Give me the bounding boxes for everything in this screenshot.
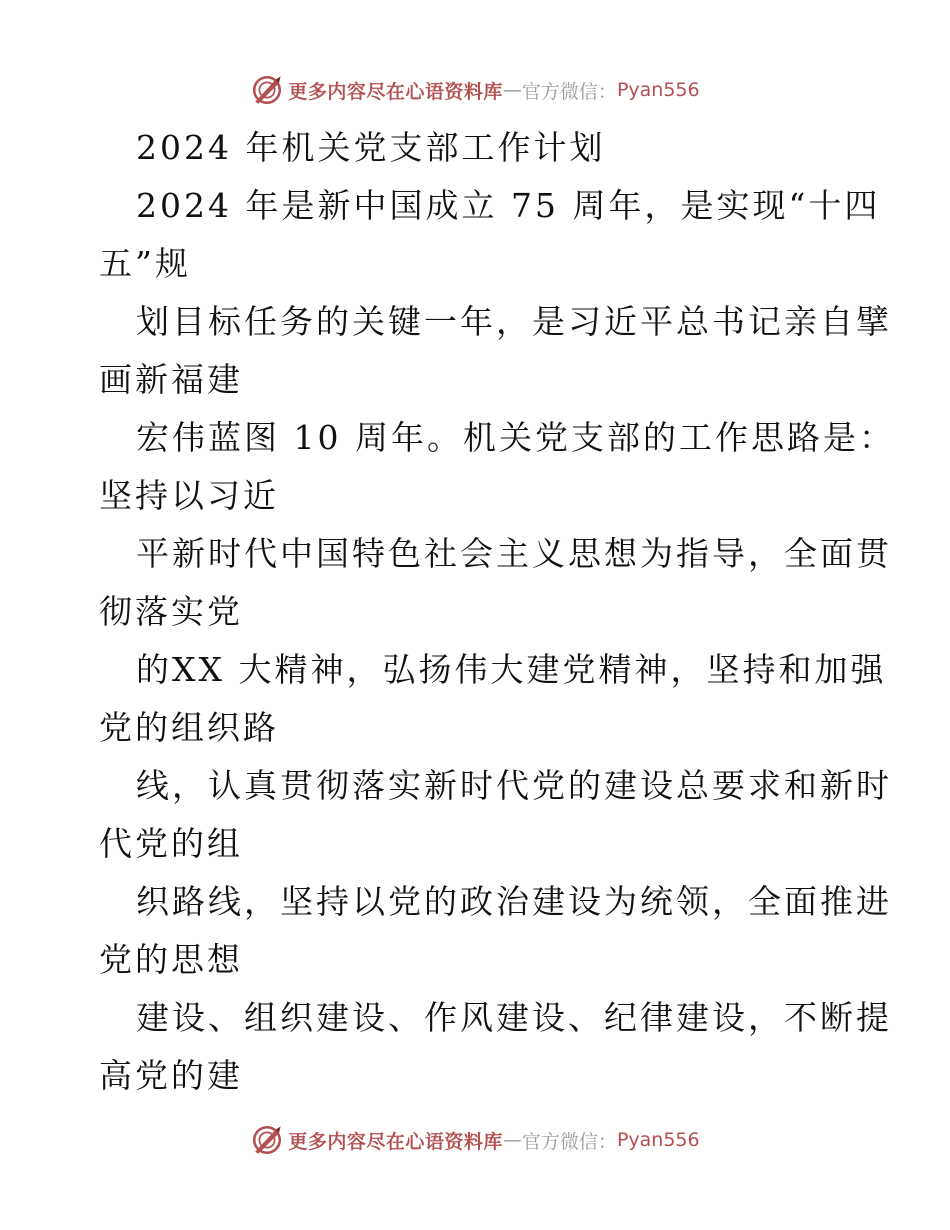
watermark-official: 官方微信： xyxy=(521,1130,617,1153)
document-line: 线，认真贯彻落实新时代党的建设总要求和新时 xyxy=(136,766,892,805)
document-line: 党的思想 xyxy=(99,940,243,979)
watermark-footer xyxy=(0,1120,950,1160)
document-line: 的XX 大精神，弘扬伟大建党精神，坚持和加强 xyxy=(136,650,887,689)
document-line: 平新时代中国特色社会主义思想为指导，全面贯 xyxy=(136,534,892,573)
watermark-account: Pyan556 xyxy=(616,1129,700,1151)
watermark-official: 官方微信： xyxy=(521,80,617,103)
watermark-separator: — xyxy=(502,1129,522,1151)
watermark-brand: 更多内容尽在心语资料库 xyxy=(288,1130,503,1153)
document-title: 2024 年机关党支部工作计划 xyxy=(136,128,606,167)
document-line: 建设、组织建设、作风建设、纪律建设，不断提 xyxy=(136,998,892,1037)
document-line: 高党的建 xyxy=(99,1056,243,1095)
document-line: 织路线，坚持以党的政治建设为统领，全面推进 xyxy=(136,882,892,921)
pen-logo-icon xyxy=(250,1123,284,1157)
document-line: 坚持以习近 xyxy=(99,476,279,515)
document-line: 党的组织路 xyxy=(99,708,279,747)
document-line: 五”规 xyxy=(99,244,191,283)
document-line: 宏伟蓝图 10 周年。机关党支部的工作思路是： xyxy=(136,418,895,457)
document-line: 划目标任务的关键一年，是习近平总书记亲自擘 xyxy=(136,302,892,341)
watermark-account: Pyan556 xyxy=(616,79,700,101)
document-line: 代党的组 xyxy=(99,824,243,863)
watermark-brand: 更多内容尽在心语资料库 xyxy=(288,80,503,103)
watermark-separator: — xyxy=(502,79,522,101)
document-line: 彻落实党 xyxy=(99,592,243,631)
document-line: 画新福建 xyxy=(99,360,243,399)
document-line: 2024 年是新中国成立 75 周年，是实现“十四 xyxy=(136,186,881,225)
